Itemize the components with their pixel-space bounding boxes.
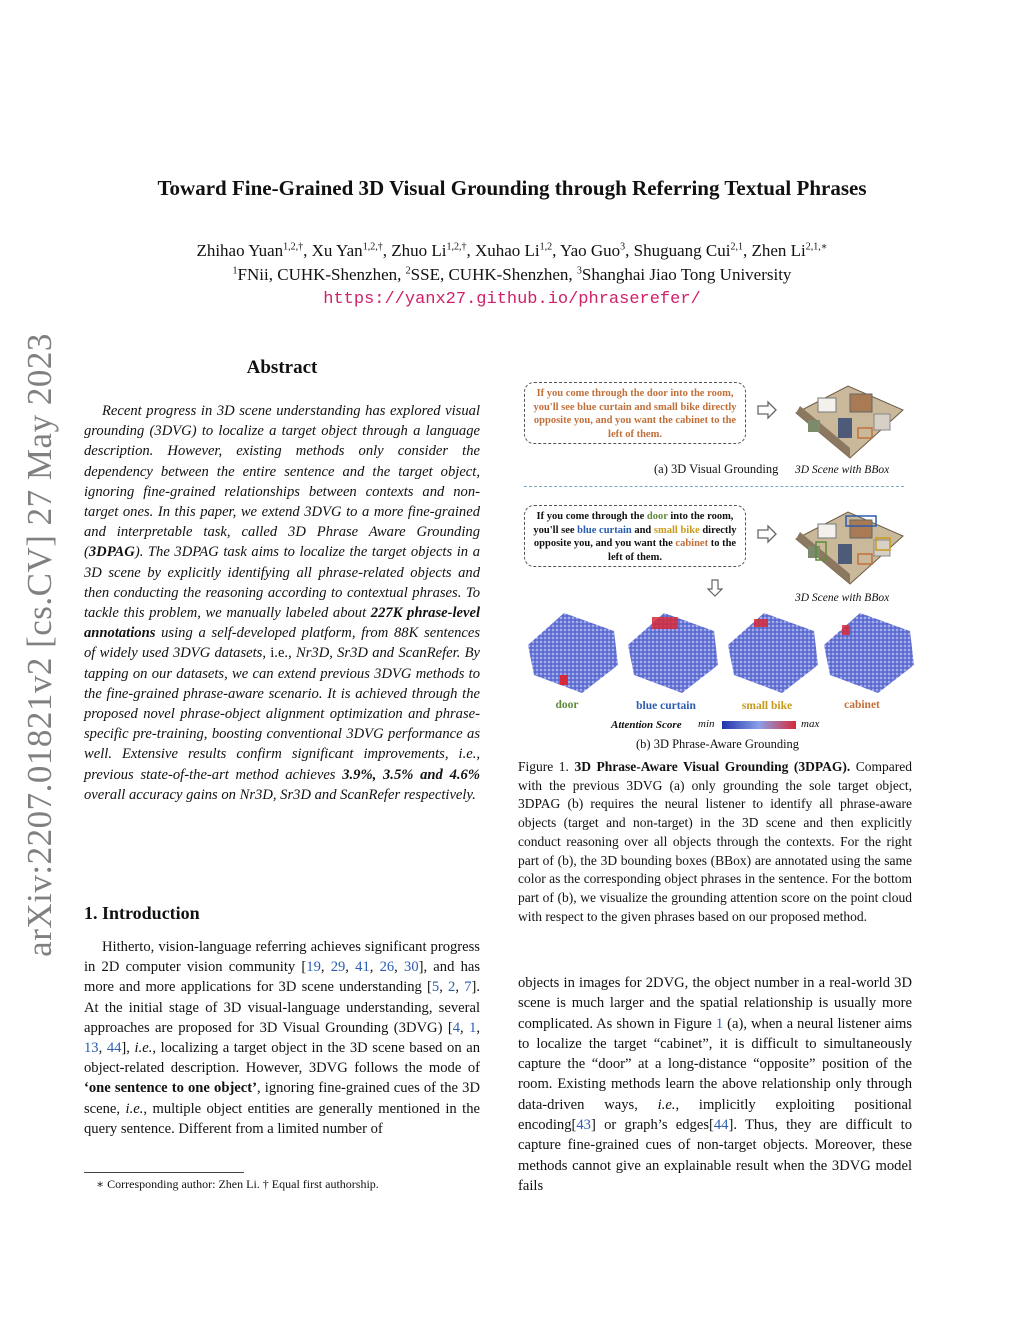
project-url-link[interactable]: https://yanx27.github.io/phraserefer/ xyxy=(323,290,701,309)
arrow-right-icon xyxy=(756,524,778,544)
query-box-3dpag: If you come through the door into the room, you'll see blue curtain and small bike directly opposite you, and you want the cabinet to the left of them. xyxy=(524,505,746,567)
footnote: ∗ Corresponding author: Zhen Li. † Equal first authorship. xyxy=(96,1177,379,1191)
citation-link[interactable]: 1 xyxy=(469,1019,477,1036)
citation-link[interactable]: 26 xyxy=(379,959,395,976)
point-cloud-bike xyxy=(728,613,818,693)
affiliation: SSE, CUHK-Shenzhen xyxy=(410,265,569,284)
point-cloud-cabinet xyxy=(824,613,914,693)
affiliation: FNii, CUHK-Shenzhen xyxy=(237,265,398,284)
author: Yao Guo xyxy=(560,241,621,260)
section-heading-introduction: 1. Introduction xyxy=(84,903,200,923)
citation-link[interactable]: 2 xyxy=(448,979,456,996)
paper-title: Toward Fine-Grained 3D Visual Grounding through Referring Textual Phrases xyxy=(157,176,867,200)
citation-link[interactable]: 7 xyxy=(464,979,472,996)
3d-scene-a xyxy=(788,368,908,463)
phrase-label-bike: small bike xyxy=(741,700,793,712)
citation-link[interactable]: 44 xyxy=(106,1040,122,1057)
3d-scene-b xyxy=(788,494,908,589)
phrase-label-door: door xyxy=(555,699,579,711)
author: Shuguang Cui xyxy=(633,241,731,260)
point-cloud-curtain xyxy=(628,613,718,693)
author: Zhen Li xyxy=(751,241,806,260)
scene-label: 3D Scene with BBox xyxy=(795,464,890,476)
attention-point-clouds xyxy=(524,605,916,697)
attention-score-label: Attention Score xyxy=(611,719,682,731)
figure-label-b: (b) 3D Phrase-Aware Grounding xyxy=(636,737,800,751)
author: Zhihao Yuan xyxy=(196,241,284,260)
figure-label-a: (a) 3D Visual Grounding xyxy=(654,462,779,476)
point-cloud-door xyxy=(528,613,618,693)
arrow-right-icon xyxy=(756,400,778,420)
query-box-3dvg: If you come through the door into the room, you'll see blue curtain and small bike directly opposite you, and you want the cabinet to the left of them. xyxy=(524,382,746,444)
citation-link[interactable]: 29 xyxy=(330,959,346,976)
right-column-body: objects in images for 2DVG, the object number in a real-world 3D scene is much larger and the spatial relationship is usually more complicated. As shown in Figure 1 (a), when a neural listener aims to localize the target “cabinet”, it is difficult to simultaneously capture the “door” at a long-distance “opposite” position of the room. Existing methods learn the above relationship only through data-driven ways, i.e., implicitly exploiting positional encoding[43] or graph’s edges[44]. Thus, they are difficult to capture fine-grained cues of non-target objects. Moreover, these methods cannot give an explainable result when the 3DVG model fails xyxy=(518,975,912,1194)
author-list: Zhihao Yuan$^{1,2,\dagger}$, Xu Yan$^{1,2,\dagger}$, Zhuo $Li^{1,2,\dagger}$, Xuhao Li$^{1,2}$, Yao Guo$^3$, Shuguang Cui$^{2,1}$, Zhen $Li^{2,1,∗}$ xyxy=(196,241,828,260)
figure-divider xyxy=(524,486,904,487)
arrow-down-icon xyxy=(707,578,723,598)
citation-link[interactable]: 30 xyxy=(404,959,419,976)
author: Zhuo Li xyxy=(391,241,447,260)
citation-link[interactable]: 13 xyxy=(84,1040,99,1057)
citation-link[interactable]: 4 xyxy=(452,1019,460,1036)
scene-label: 3D Scene with BBox xyxy=(795,592,890,604)
footnote-rule xyxy=(84,1172,244,1173)
citation-link[interactable]: 41 xyxy=(355,959,370,976)
arxiv-id: arXiv:2207.01821v2 [cs.CV] 27 May 2023 xyxy=(20,333,59,957)
phrase-label-cabinet: cabinet xyxy=(844,699,880,711)
abstract-heading: Abstract xyxy=(246,357,318,378)
arxiv-sidebar xyxy=(10,333,70,957)
phrase-label-curtain: blue curtain xyxy=(636,700,696,712)
author: Xu Yan xyxy=(311,241,363,260)
figure-ref-link[interactable]: 1 xyxy=(715,1015,724,1032)
citation-link[interactable]: 5 xyxy=(431,979,440,996)
author: Xuhao Li xyxy=(474,241,540,260)
figure-caption: Figure 1. 3D Phrase-Aware Visual Grounding (3DPAG). Compared with the previous 3DVG (a) only grounding the sole target object, 3DPAG (b) requires the neural listener to identify all phrase-aware objects (target and non-target) in the 3D scene and then explicitly conduct reasoning over all objects through the contexts. For the right part of (b), the 3D bounding boxes (BBox) are annotated using the same color as the corresponding object phrases in the sentence. For the bottom part of (b), we visualize the grounding attention score on the point cloud with respect to the given phrases based on our proposed method. xyxy=(518,759,913,924)
citation-link[interactable]: 43 xyxy=(576,1117,591,1134)
affiliation: Shanghai Jiao Tong University xyxy=(581,265,792,284)
attention-colorbar xyxy=(722,721,796,729)
citation-link[interactable]: 44 xyxy=(713,1117,729,1134)
affiliations: $^1$FNii, CUHK-Shenzhen, $^2$SSE, CUHK-Shenzhen, $^3$Shanghai Jiao Tong University xyxy=(232,265,792,284)
colorbar-min-label: min xyxy=(698,718,715,730)
colorbar-max-label: max xyxy=(801,718,820,730)
introduction-body: Hitherto, vision-language referring achieves significant progress in 2D computer vision community [19, 29, 41, 26, 30], and has more and more applications for 3D scene understanding [5, 2, 7]. At the initial stage of 3D visual-language understanding, several approaches are proposed for 3D Visual Grounding (3DVG) [4, 1, 13, 44], i.e., localizing a target object in the 3D scene based on an object-related description. However, 3DVG follows the mode of ‘one sentence to one object’, ignoring fine-grained cues of the 3D scene, i.e., multiple object entities are generally mentioned in the query sentence. Different from a limited number of xyxy=(84,939,481,1137)
abstract-body: Recent progress in 3D scene understanding has explored visual grounding (3DVG) to localize a target object through a language description. However, existing methods only consider the dependency between the entire sentence and the target object, ignoring fine-grained relationships between contexts and non-target ones. In this paper, we extend 3DVG to a more fine-grained and interpretable task, called 3D Phrase Aware Grounding (3DPAG). The 3DPAG task aims to localize the target objects in a 3D scene by explicitly identifying all phrase-related objects and then conducting the reasoning according to contextual phrases. To tackle this problem, we manually labeled about 227K phrase-level annotations using a self-developed platform, from 88K sentences of widely used 3DVG datasets, i.e., Nr3D, Sr3D and ScanRefer. By tapping on our datasets, we can extend previous 3DVG methods to the fine-grained phrase-aware scenario. It is achieved through the proposed novel phrase-object alignment optimization and phrase-specific pre-training, boosting conventional 3DVG performance as well. Extensive results confirm significant improvements, i.e., previous state-of-the-art method achieves 3.9%, 3.5% and 4.6% overall accuracy gains on Nr3D, Sr3D and ScanRefer respectively. xyxy=(84,403,480,803)
citation-link[interactable]: 19 xyxy=(306,959,321,976)
